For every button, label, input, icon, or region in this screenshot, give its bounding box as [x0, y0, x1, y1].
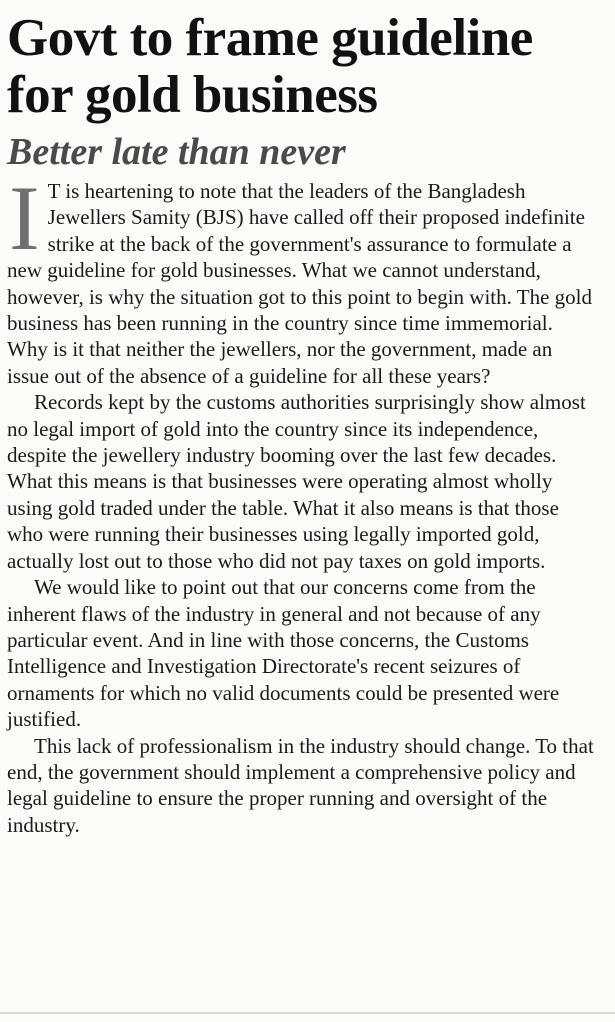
- paragraph-1: [7, 167, 597, 389]
- paragraph-3: We would like to point out that our concerns come from the inherent flaws of the industry in general and not because of any particular event. And in line with those concerns, the Customs Intelligence and Investigation Directorate's recent seizures of ornaments for which no valid documents could be presented were justified.: [7, 575, 560, 732]
- article-body: [7, 167, 597, 838]
- paragraph-2: Records kept by the customs authorities surprisingly show almost no legal import of gold into the country since its independence, despite the jewellery industry booming over the last few decades. What this means is that businesses were operating almost wholly using gold traded under the table. What it also means is that those who were running their businesses using legally imported gold, actually lost out to those who did not pay taxes on gold imports.: [7, 390, 586, 573]
- headline: Govt to frame guideline for gold business: [7, 9, 533, 124]
- bottom-divider: [0, 1012, 615, 1014]
- subheadline: Better late than never: [7, 131, 346, 173]
- drop-cap: I: [9, 167, 40, 269]
- paragraph-4: This lack of professionalism in the industry should change. To that end, the government should implement a comprehensive policy and legal guideline to ensure the proper running and oversight of the industry.: [7, 733, 594, 837]
- editorial-article: [7, 0, 597, 838]
- paragraph-1-text: T is heartening to note that the leaders of the Bangladesh Jewellers Samity (BJS) have called off their proposed indefinite strike at the back of the government's assurance to formulate a new guideline for gold businesses. What we cannot understand, however, is why the situation got to this point to begin with. The gold business has been running in the country since time immemorial. Why is it that neither the jewellers, nor the government, made an issue out of the absence of a guideline for all these years?: [7, 179, 592, 388]
